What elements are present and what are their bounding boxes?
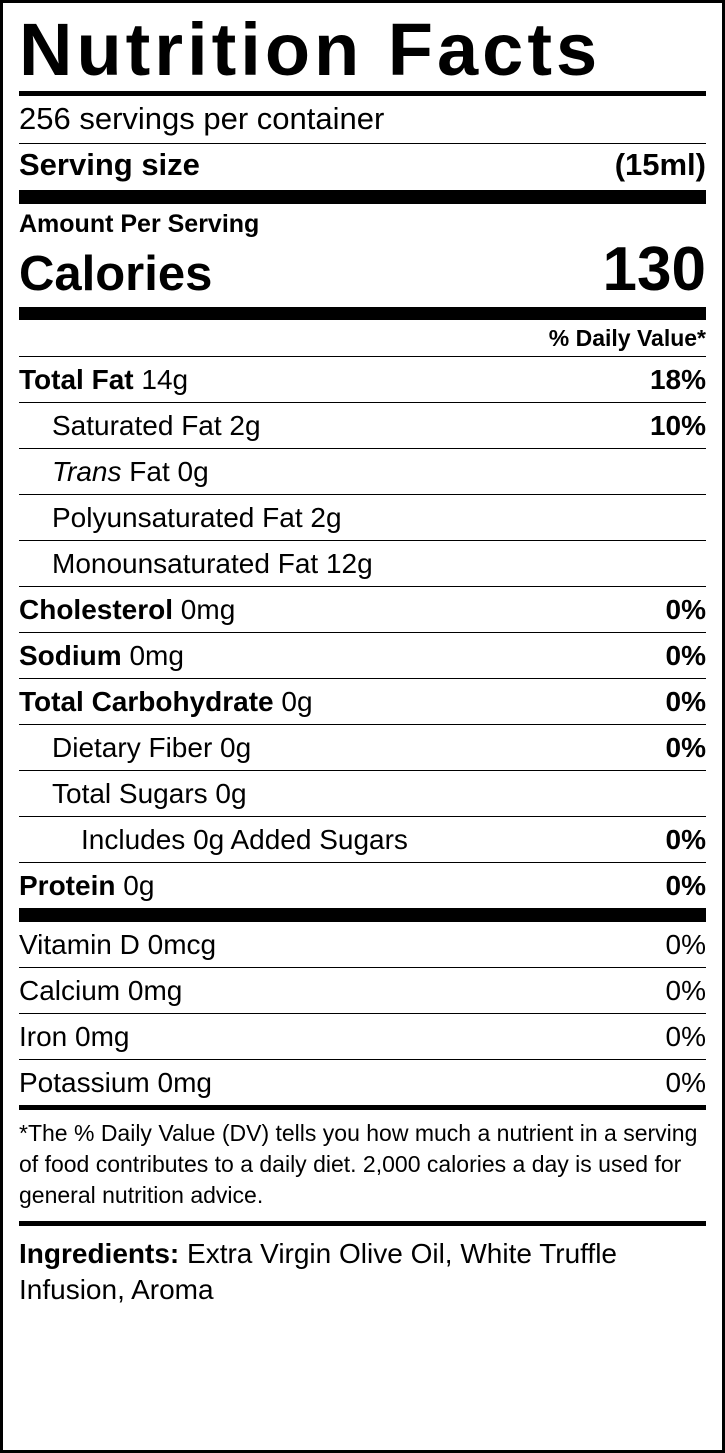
nutrient-name-rest: Total Sugars 0g bbox=[52, 777, 247, 809]
calories-value: 130 bbox=[602, 234, 706, 304]
table-row bbox=[19, 403, 706, 448]
nutrient-name-bold: Cholesterol bbox=[19, 593, 174, 625]
nutrient-dv: 18% bbox=[649, 363, 706, 395]
page-title: Nutrition Facts bbox=[19, 8, 602, 91]
ingredients-text: Extra Virgin Olive Oil, White Truffle Infusion, Aroma bbox=[19, 1237, 618, 1306]
nutrient-name-rest: 14g bbox=[133, 363, 189, 395]
nutrient-name-bold: Protein bbox=[19, 869, 116, 901]
nutrient-name-rest: 0g bbox=[115, 869, 155, 901]
calories-label: Calories bbox=[19, 247, 213, 302]
nutrient-dv: 0% bbox=[665, 685, 706, 717]
nutrient-name-rest: Saturated Fat 2g bbox=[52, 409, 261, 441]
table-row bbox=[19, 587, 706, 632]
table-row bbox=[19, 817, 706, 862]
table-row bbox=[19, 725, 706, 770]
serving-size-value: (15ml) bbox=[614, 146, 706, 182]
table-row: Trans Fat 0g bbox=[52, 455, 209, 487]
nutrient-name-rest: Monounsaturated Fat 12g bbox=[52, 547, 373, 579]
nutrient-name-rest: Includes 0g Added Sugars bbox=[81, 823, 408, 855]
serving-size-label: Serving size bbox=[19, 146, 200, 182]
vitamin-name: Calcium 0mg bbox=[19, 974, 183, 1006]
nutrient-name-rest: Polyunsaturated Fat 2g bbox=[52, 501, 342, 533]
ingredients-label: Ingredients: bbox=[19, 1237, 180, 1269]
vitamin-dv: 0% bbox=[665, 928, 706, 960]
divider-thick-top bbox=[19, 190, 706, 204]
nutrient-dv: 0% bbox=[665, 593, 706, 625]
table-row bbox=[19, 633, 706, 678]
nutrient-name-rest: 0g bbox=[273, 685, 313, 717]
nutrient-dv: 0% bbox=[665, 869, 706, 901]
table-row bbox=[19, 357, 706, 402]
nutrient-name-italic: Trans bbox=[52, 455, 122, 487]
nutrient-dv: 10% bbox=[649, 409, 706, 441]
nutrient-name-bold: Sodium bbox=[19, 639, 122, 671]
nutrient-name-rest: 0mg bbox=[121, 639, 184, 671]
calories-row bbox=[19, 234, 706, 307]
vitamin-dv: 0% bbox=[665, 974, 706, 1006]
vitamin-name: Potassium 0mg bbox=[19, 1066, 212, 1098]
divider-thick-vitamins bbox=[19, 908, 706, 922]
nutrient-dv: 0% bbox=[665, 639, 706, 671]
nutrient-name-bold: Total Fat bbox=[19, 363, 134, 395]
serving-size-row bbox=[19, 144, 706, 190]
vitamin-name: Iron 0mg bbox=[19, 1020, 130, 1052]
table-row bbox=[19, 922, 706, 967]
table-row bbox=[19, 1060, 706, 1105]
vitamin-name: Vitamin D 0mcg bbox=[19, 928, 217, 960]
nutrient-dv: 0% bbox=[665, 823, 706, 855]
table-row bbox=[19, 679, 706, 724]
nutrient-list bbox=[19, 357, 706, 908]
nutrient-name-rest: 0mg bbox=[173, 593, 236, 625]
vitamin-dv: 0% bbox=[665, 1020, 706, 1052]
amount-per-serving: Amount Per Serving bbox=[19, 209, 260, 238]
servings-per-container: 256 servings per container bbox=[19, 100, 385, 136]
ingredients-section bbox=[19, 1226, 706, 1309]
daily-value-footnote: *The % Daily Value (DV) tells you how much a nutrient in a serving of food contributes to a daily diet. 2,000 calories a day is used for general nutrition advice. bbox=[19, 1119, 698, 1208]
vitamin-list bbox=[19, 922, 706, 1105]
vitamin-dv: 0% bbox=[665, 1066, 706, 1098]
nutrient-name-bold: Total Carbohydrate bbox=[19, 685, 274, 717]
divider-thick-calories bbox=[19, 307, 706, 320]
daily-value-header: % Daily Value* bbox=[548, 324, 706, 351]
table-row bbox=[19, 541, 706, 586]
nutrient-dv: 0% bbox=[665, 731, 706, 763]
table-row bbox=[19, 863, 706, 908]
table-row bbox=[19, 1014, 706, 1059]
table-row bbox=[19, 495, 706, 540]
table-row bbox=[19, 968, 706, 1013]
table-row bbox=[19, 771, 706, 816]
nutrient-name-rest: Dietary Fiber 0g bbox=[52, 731, 252, 763]
